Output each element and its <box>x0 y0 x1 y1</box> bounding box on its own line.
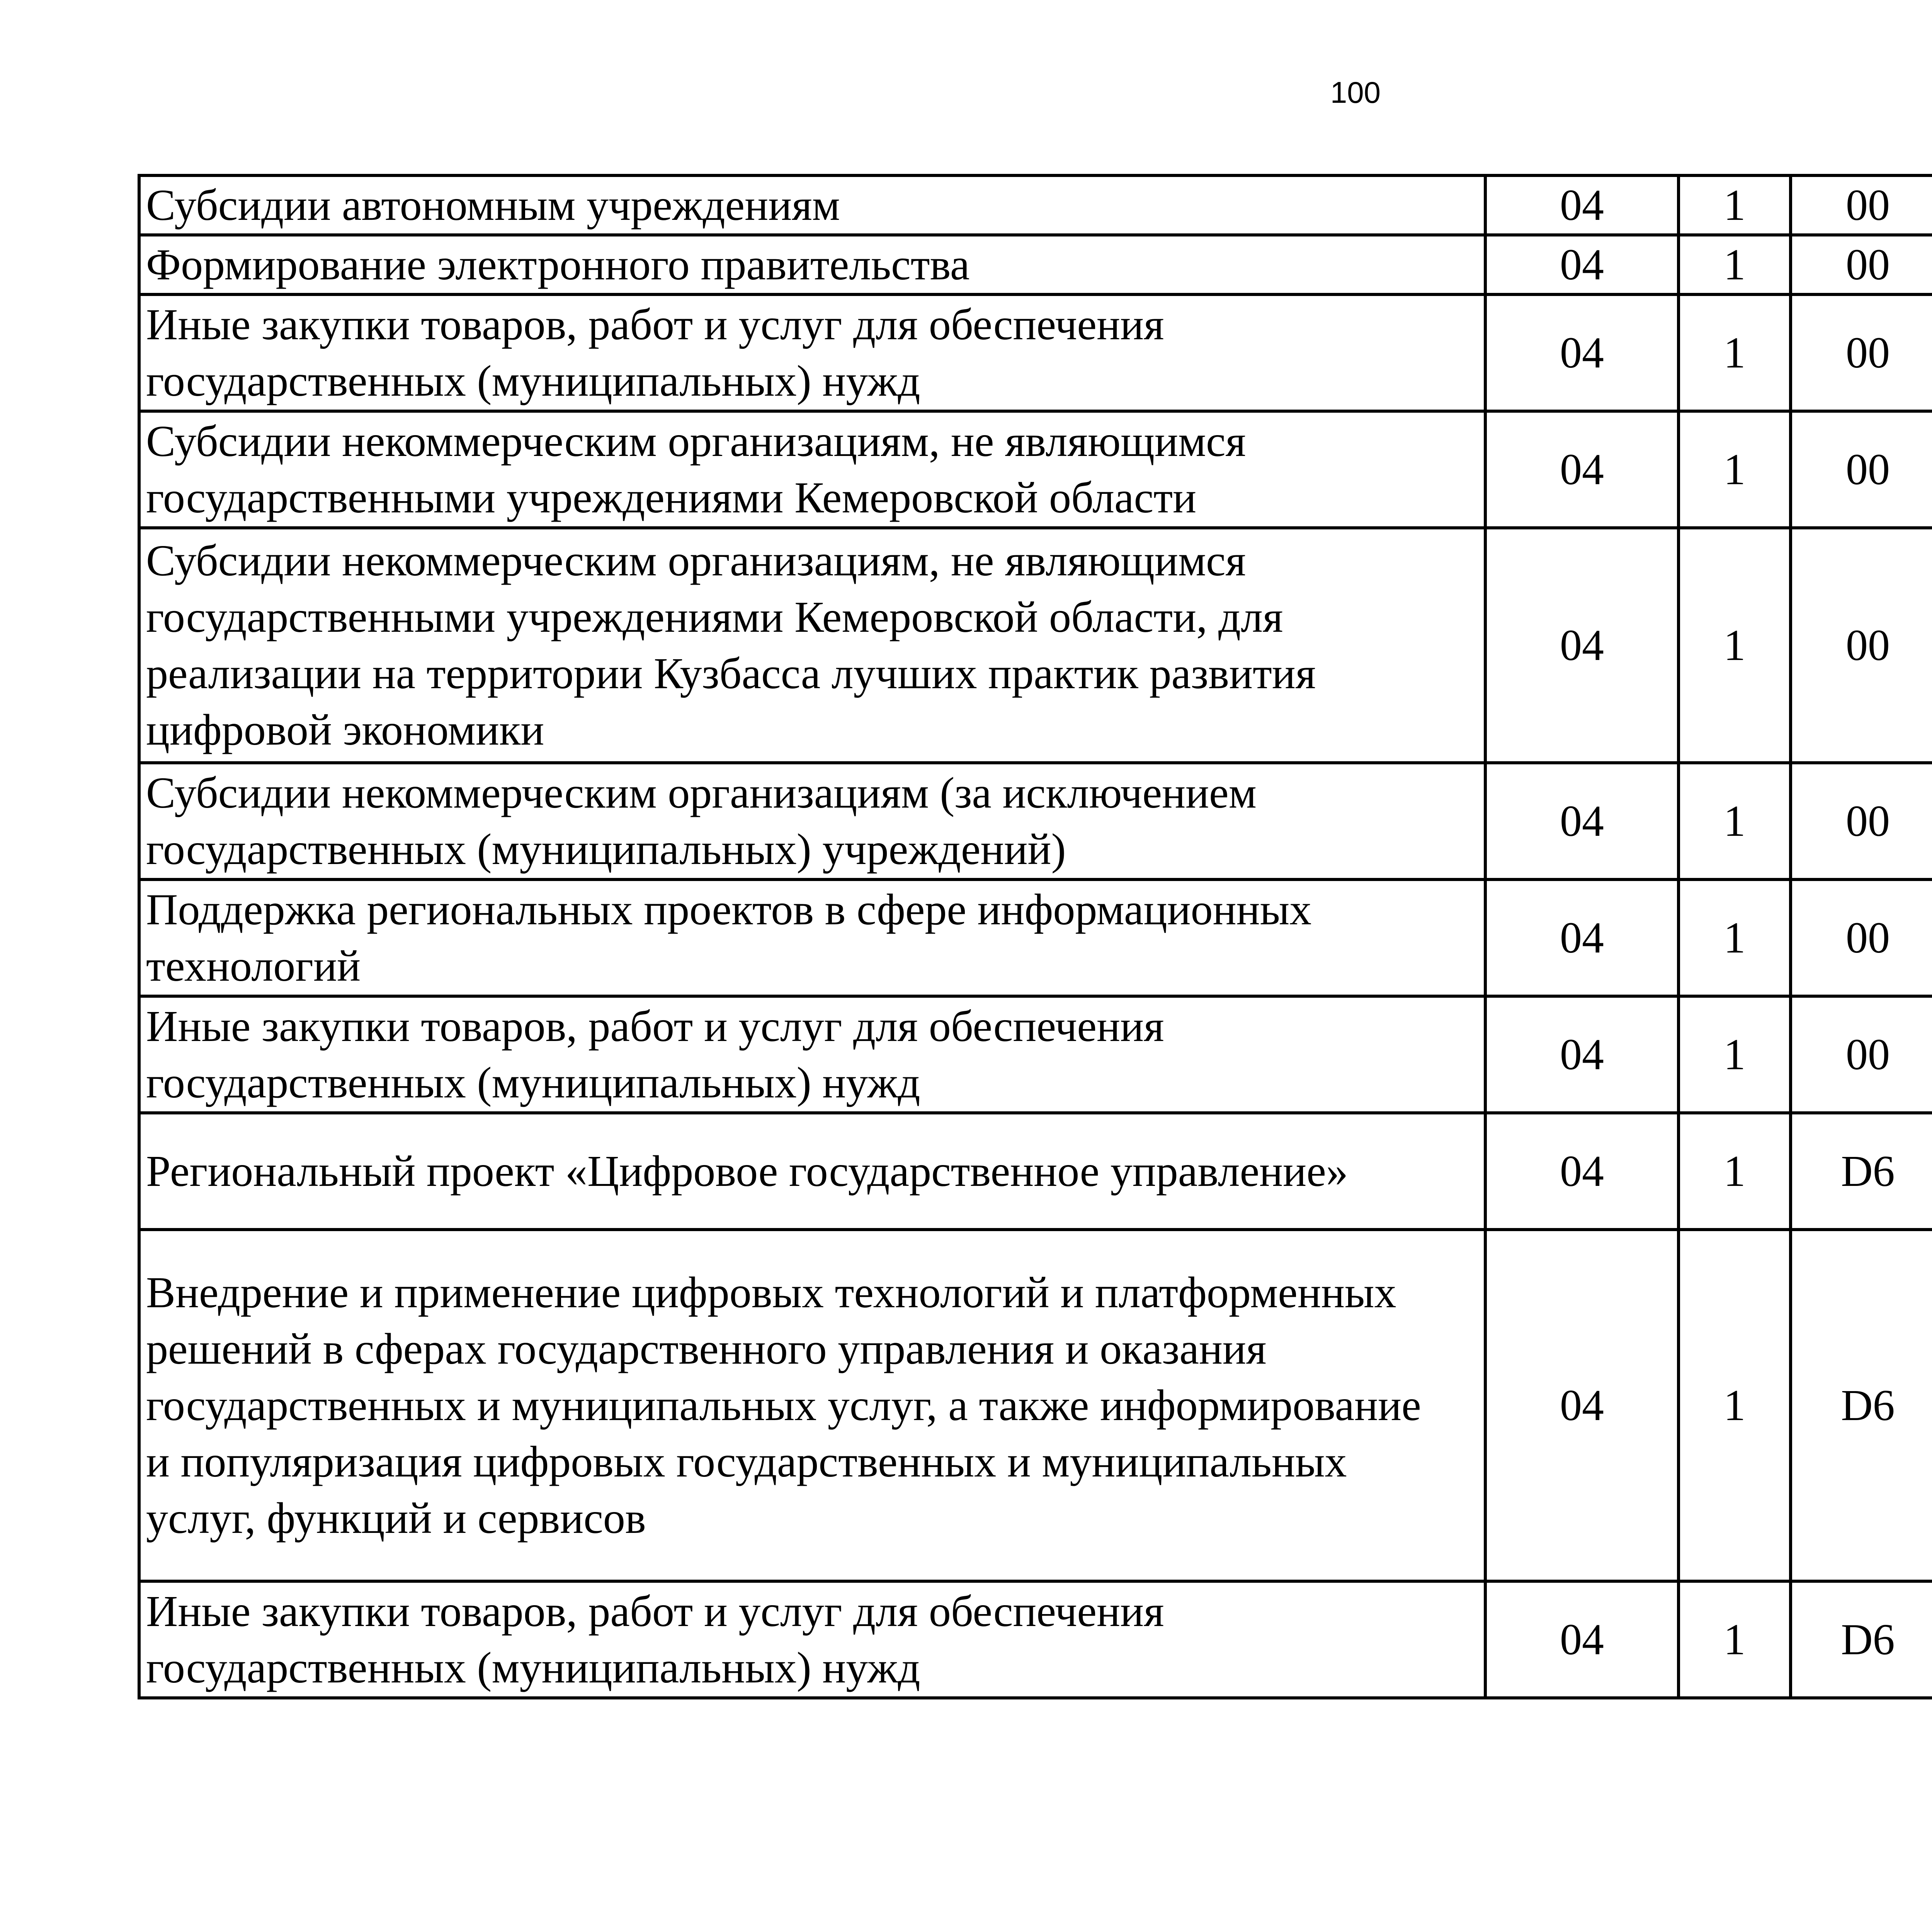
section-code: 04 <box>1485 528 1679 763</box>
table-row <box>139 528 1932 763</box>
row-description: Субсидии некоммерческим организациям, не являющимся государственными учреждениями Кемеровской области, для реализации на территории Кузбасса лучших практик развития цифровой экономики <box>139 528 1485 763</box>
section-code: 04 <box>1485 1113 1679 1230</box>
row-description: Иные закупки товаров, работ и услуг для обеспечения государственных (муниципальных) нужд <box>139 1581 1485 1698</box>
program-code: 1 <box>1679 411 1791 528</box>
program-code: 1 <box>1679 996 1791 1113</box>
subprogram-code: D6 <box>1791 1230 1932 1581</box>
subprogram-code: D6 <box>1791 1581 1932 1698</box>
section-code: 04 <box>1485 763 1679 879</box>
program-code: 1 <box>1679 1113 1791 1230</box>
table-row <box>139 235 1932 294</box>
section-code: 04 <box>1485 996 1679 1113</box>
section-code: 04 <box>1485 411 1679 528</box>
program-code: 1 <box>1679 235 1791 294</box>
subprogram-code: 00 <box>1791 294 1932 411</box>
row-description: Иные закупки товаров, работ и услуг для обеспечения государственных (муниципальных) нужд <box>139 294 1485 411</box>
table-row <box>139 1113 1932 1230</box>
section-code: 04 <box>1485 1230 1679 1581</box>
row-description: Субсидии некоммерческим организациям, не являющимся государственными учреждениями Кемеровской области <box>139 411 1485 528</box>
subprogram-code: 00 <box>1791 235 1932 294</box>
row-description: Поддержка региональных проектов в сфере информационных технологий <box>139 879 1485 996</box>
subprogram-code: 00 <box>1791 879 1932 996</box>
section-code: 04 <box>1485 235 1679 294</box>
row-description: Иные закупки товаров, работ и услуг для обеспечения государственных (муниципальных) нужд <box>139 996 1485 1113</box>
program-code: 1 <box>1679 1230 1791 1581</box>
subprogram-code: D6 <box>1791 1113 1932 1230</box>
row-description: Внедрение и применение цифровых технологий и платформенных решений в сферах государственного управления и оказания государственных и муниципальных услуг, а также информирование и популяризация цифровых государственных и муниципальных услуг, функций и сервисов <box>139 1230 1485 1581</box>
section-code: 04 <box>1485 175 1679 235</box>
table-row <box>139 763 1932 879</box>
section-code: 04 <box>1485 879 1679 996</box>
subprogram-code: 00 <box>1791 411 1932 528</box>
program-code: 1 <box>1679 1581 1791 1698</box>
table-row <box>139 996 1932 1113</box>
table-row <box>139 879 1932 996</box>
table-row <box>139 1581 1932 1698</box>
subprogram-code: 00 <box>1791 996 1932 1113</box>
budget-table <box>138 174 1932 1699</box>
row-description: Субсидии автономным учреждениям <box>139 175 1485 235</box>
section-code: 04 <box>1485 1581 1679 1698</box>
program-code: 1 <box>1679 528 1791 763</box>
program-code: 1 <box>1679 879 1791 996</box>
subprogram-code: 00 <box>1791 763 1932 879</box>
program-code: 1 <box>1679 175 1791 235</box>
subprogram-code: 00 <box>1791 175 1932 235</box>
program-code: 1 <box>1679 294 1791 411</box>
section-code: 04 <box>1485 294 1679 411</box>
row-description: Региональный проект «Цифровое государственное управление» <box>139 1113 1485 1230</box>
row-description: Формирование электронного правительства <box>139 235 1485 294</box>
program-code: 1 <box>1679 763 1791 879</box>
page-number: 100 <box>1330 75 1381 109</box>
table-row <box>139 294 1932 411</box>
table-row <box>139 175 1932 235</box>
subprogram-code: 00 <box>1791 528 1932 763</box>
row-description: Субсидии некоммерческим организациям (за исключением государственных (муниципальных) учреждений) <box>139 763 1485 879</box>
table-row <box>139 1230 1932 1581</box>
table-row <box>139 411 1932 528</box>
